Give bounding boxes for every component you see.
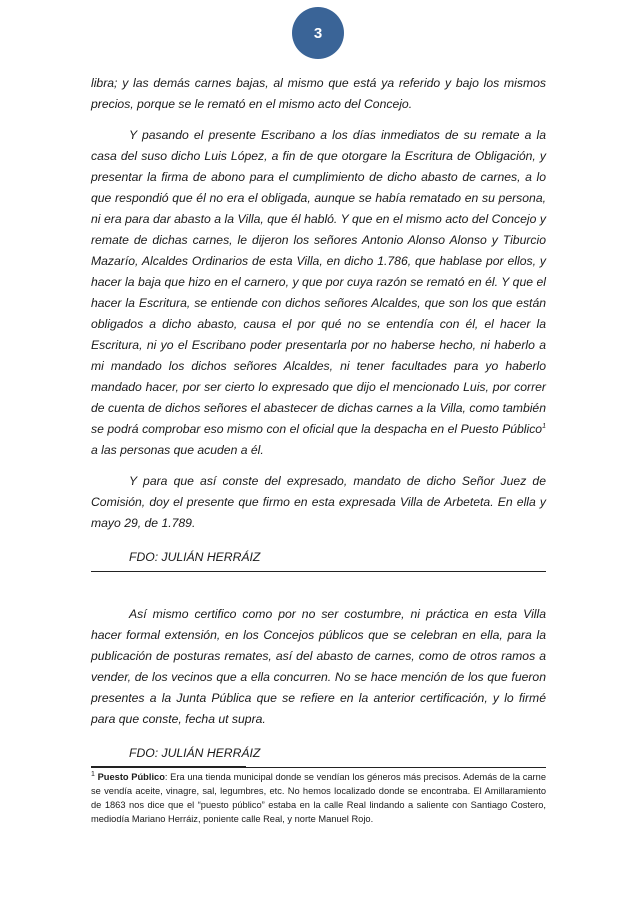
paragraph-escribano-end: a las personas que acuden a él. bbox=[91, 443, 264, 457]
divider-2 bbox=[91, 767, 546, 768]
document-body bbox=[91, 73, 546, 768]
signature-2: FDO: JULIÁN HERRÁIZ bbox=[129, 746, 261, 760]
paragraph-conste: Y para que así conste del expresado, mandato de dicho Señor Juez de Comisión, doy el presente que firmo en esta expresada Villa de Arbeteta. En ella y mayo 29, de 1.789. bbox=[91, 474, 546, 530]
page-number-badge bbox=[292, 7, 344, 59]
signature-1: FDO: JULIÁN HERRÁIZ bbox=[129, 550, 261, 564]
footnote-text: : Era una tienda municipal donde se vendían los géneros más precisos. Además de la carne se vendía aceite, vinagre, sal, legumbres, etc. No hemos localizado donde se encontraba. El Amillaramiento de 1863 nos dice que el “puesto público” estaba en la calle Real lindando a saliente con Santiago Costero, mediodía Mariano Herráiz, poniente calle Real, y norte Manuel Rojo. bbox=[91, 772, 546, 824]
paragraph-escribano bbox=[91, 125, 546, 461]
footnote-term: Puesto Público bbox=[97, 772, 165, 782]
paragraph-escribano-text: Y pasando el presente Escribano a los días inmediatos de su remate a la casa del suso dicho Luis López, a fin de que otorgare la Escritura de Obligación, y presentar la firma de abono para el cumplimiento de dicho abasto de carnes, a lo que respondió que él no era el obligada, aunque se había rematado en su persona, ni era para dar abasto a la Villa, que él habló. Y que en el mismo acto del Concejo y remate de dichas carnes, le dijeron los señores Antonio Alonso Alonso y Tiburcio Mazarío, Alcaldes Ordinarios de esta Villa, en dicho 1.786, que hablase por ellos, y hacer la baja que hizo en el carnero, y que por cuya razón se remató en él. Y que el hacer la Escritura, se entiende con dichos señores Alcaldes, que son los que están obligados a dicho abasto, causa el por qué no se entendía con él, el hacer la Escritura, ni yo el Escribano poder presentarla por no haberse hecho, ni haberlo a mi mandado los dichos señores Alcaldes, ni tener facultades para yo haberlo mandado hacer, por ser cierto lo expresado que dijo el mencionado Luis, por correr de cuenta de dichos señores el abastecer de dichas carnes a la Villa, como también se podrá comprobar eso mismo con el oficial que la despacha en el Puesto Público bbox=[91, 128, 546, 436]
footnote-mark: 1 bbox=[91, 770, 95, 778]
paragraph-continuation: libra; y las demás carnes bajas, al mismo que está ya referido y bajo los mismos precios, porque se le remató en el mismo acto del Concejo. bbox=[91, 76, 546, 111]
page-number: 3 bbox=[313, 24, 323, 42]
footnote-reference[interactable]: 1 bbox=[542, 422, 546, 430]
footnote bbox=[91, 770, 546, 826]
paragraph-certifico: Así mismo certifico como por no ser costumbre, ni práctica en esta Villa hacer formal extensión, en los Concejos públicos que se celebran en ella, para la publicación de posturas remates, así del abasto de carnes, como de otros ramos a vender, de los vecinos que a ella concurren. No se hace mención de los que fueron presentes a la Junta Pública que se refiere en la anterior certificación, y lo firmé para que conste, fecha ut supra. bbox=[91, 607, 546, 726]
section-spacer bbox=[91, 572, 546, 604]
footnote-separator bbox=[91, 766, 246, 767]
